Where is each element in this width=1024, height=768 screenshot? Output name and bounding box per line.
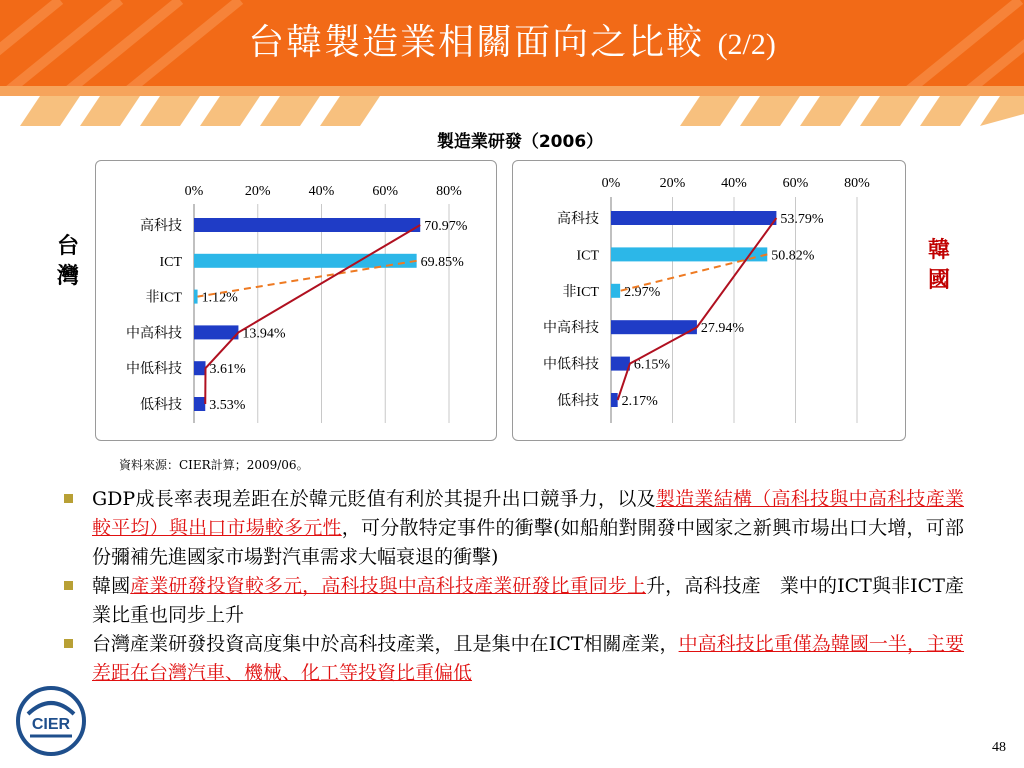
x-tick-label: 20%: [244, 184, 271, 199]
korea-label: 韓國: [927, 238, 950, 293]
taiwan-label: 台灣: [56, 234, 79, 289]
bullet-text: ，可分散特定事件的衝擊(如船舶對開發中國家之新興市場出口大增，可部份彌補先進國家市場對汽車需求大幅衰退的衝擊): [92, 517, 964, 568]
bullet-item: [64, 485, 964, 572]
data-label: 27.94%: [700, 321, 745, 337]
data-label: 70.97%: [424, 219, 468, 234]
header-decoration: [0, 86, 1024, 132]
x-tick-label: 0%: [601, 176, 621, 191]
bullet-text: 升，高科技產 業中的ICT與非ICT產業比重也同步上升: [92, 575, 964, 626]
cier-logo: [14, 684, 88, 758]
x-tick-label: 40%: [308, 184, 335, 199]
x-tick-label: 20%: [659, 176, 686, 191]
bullet-square-icon: [64, 639, 73, 648]
x-tick-label: 80%: [844, 176, 870, 191]
bullet-text: 韓國: [92, 575, 131, 597]
data-label: 50.82%: [771, 248, 815, 264]
bullet-text: 台灣產業研發投資高度集中於高科技產業，且是集中在ICT相關產業，: [92, 633, 679, 655]
korea-chart-box: [512, 160, 906, 441]
category-label: 非ICT: [145, 290, 182, 306]
bar-1: [194, 254, 417, 268]
bullet-square-icon: [64, 581, 73, 590]
chart-title: 製造業研發（2006）: [436, 132, 604, 152]
bullet-square-icon: [64, 494, 73, 503]
x-tick-label: 80%: [436, 184, 462, 199]
title-main: 台韓製造業相關面向之比較: [248, 22, 705, 63]
category-label: 中低科技: [126, 362, 182, 378]
data-label: 53.79%: [780, 212, 824, 227]
data-label: 2.97%: [624, 284, 661, 300]
x-tick-label: 60%: [782, 176, 809, 191]
category-label: 非ICT: [562, 284, 599, 300]
bar-1: [611, 247, 767, 261]
bar-0: [194, 218, 420, 232]
data-label: 3.53%: [209, 398, 246, 413]
bar-2: [611, 284, 620, 298]
category-label: 高科技: [140, 219, 182, 234]
category-label: 中高科技: [543, 321, 599, 337]
bullet-highlight: 產業研發投資較多元，高科技與中高科技產業研發比重同步上: [130, 575, 647, 597]
taiwan-chart-box: [95, 160, 497, 441]
bullet-item: [64, 572, 964, 630]
data-label: 69.85%: [420, 254, 464, 270]
bar-3: [194, 325, 238, 339]
bar-2: [194, 290, 198, 304]
bar-4: [194, 361, 206, 375]
category-label: 低科技: [557, 394, 599, 409]
category-label: 高科技: [557, 212, 599, 227]
bullet-item: [64, 630, 964, 688]
taiwan-chart: [96, 161, 496, 440]
bullet-highlight: 製造業結構（高科技與中高科技產業較平均）與出口市場較多元性: [92, 488, 964, 539]
data-label: 2.17%: [621, 394, 658, 409]
data-label: 6.15%: [633, 357, 671, 373]
data-label: 13.94%: [242, 326, 286, 342]
logo-text: CIER: [31, 716, 71, 733]
x-tick-label: 40%: [721, 176, 747, 191]
data-label: 1.12%: [201, 290, 238, 306]
category-label: ICT: [159, 254, 182, 270]
bullet-highlight: 中高科技比重僅為韓國一半，主要差距在台灣汽車、機械、化工等投資比重偏低: [92, 633, 964, 684]
category-label: 中高科技: [126, 326, 182, 342]
category-label: ICT: [576, 248, 599, 264]
korea-chart: [513, 161, 905, 440]
x-tick-label: 0%: [184, 184, 204, 199]
title-sub: (2/2): [717, 28, 776, 61]
trend-line: [618, 218, 777, 400]
slide-title: [0, 14, 1024, 65]
slide-header: [0, 0, 1024, 86]
x-tick-label: 60%: [372, 184, 399, 199]
bullet-text: GDP成長率表現差距在於韓元貶值有利於其提升出口競爭力，以及: [92, 488, 656, 510]
category-label: 中低科技: [543, 357, 599, 373]
bar-5: [611, 393, 618, 407]
bullet-list: [64, 485, 964, 688]
bar-5: [194, 397, 205, 411]
page-number: 48: [992, 740, 1006, 755]
bar-4: [611, 357, 630, 371]
bar-0: [611, 211, 776, 225]
bar-3: [611, 320, 697, 334]
category-label: 低科技: [140, 398, 182, 413]
data-label: 3.61%: [209, 362, 246, 378]
source-note: 資料來源：CIER計算；2009/06。: [119, 458, 309, 472]
